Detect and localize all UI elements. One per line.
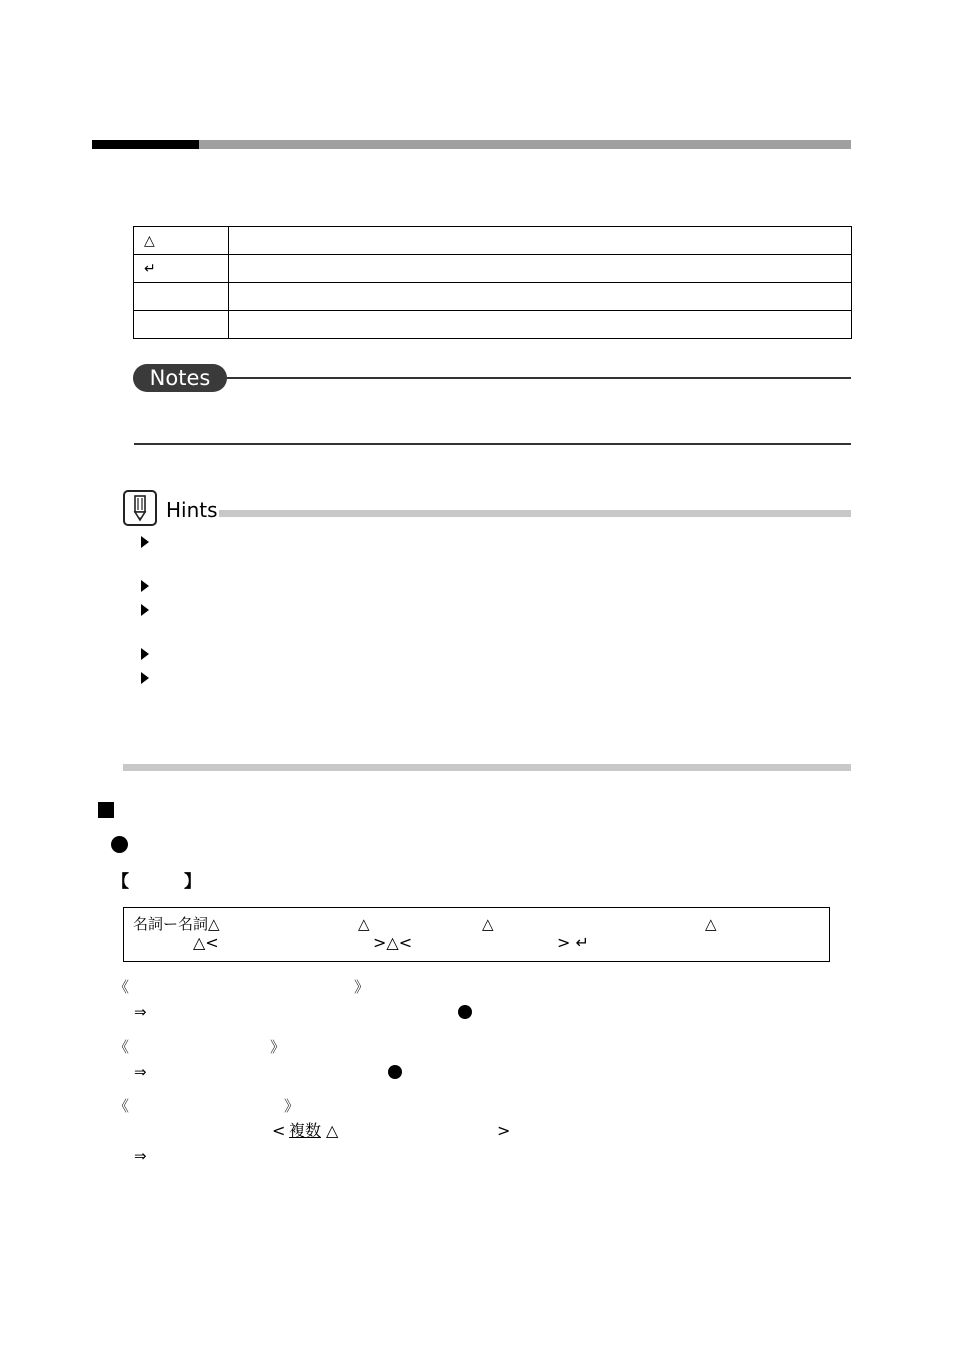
example-close-bracket: 】	[184, 872, 201, 892]
table-row	[134, 283, 852, 311]
example-open-bracket: 【	[112, 872, 129, 892]
example-line1-triangle: △	[482, 915, 494, 933]
inline-word: 複数	[289, 1121, 322, 1140]
notes-rule	[227, 377, 851, 379]
hint-bullet-icon	[141, 536, 149, 548]
example-box	[123, 907, 830, 962]
description-cell	[229, 283, 852, 311]
case-open-bracket: 《	[114, 1038, 130, 1056]
description-cell	[229, 311, 852, 339]
example-line1-triangle: △	[705, 915, 717, 933]
description-cell	[229, 227, 852, 255]
case-close-bracket: 》	[284, 1097, 300, 1115]
result-arrow: ⇒	[134, 1063, 147, 1081]
example-line2-part: > ↵	[557, 933, 589, 952]
hint-bullet-icon	[141, 580, 149, 592]
inline-open-angle: <	[272, 1121, 286, 1140]
header-bar-black	[92, 140, 199, 149]
hints-bottom-rule	[123, 764, 851, 771]
inline-close-angle: >	[497, 1121, 511, 1140]
pencil-icon	[123, 490, 157, 526]
symbol-cell	[134, 283, 229, 311]
case-open-bracket: 《	[114, 1097, 130, 1115]
inline-triangle: △	[326, 1121, 339, 1140]
hint-bullet-icon	[141, 604, 149, 616]
notes-bottom-rule	[134, 443, 851, 445]
table-row	[134, 255, 852, 283]
case-close-bracket: 》	[270, 1038, 286, 1056]
symbol-cell: △	[134, 227, 229, 255]
hint-bullet-icon	[141, 648, 149, 660]
hints-label: Hints	[166, 498, 218, 522]
symbol-table	[133, 226, 852, 339]
result-arrow: ⇒	[134, 1147, 147, 1165]
symbol-cell	[134, 311, 229, 339]
example-line2-part: △<	[193, 933, 219, 952]
case-close-bracket: 》	[354, 978, 370, 996]
circle-marker-icon	[458, 1005, 472, 1019]
table-row	[134, 311, 852, 339]
header-bar-gray	[199, 140, 851, 149]
hint-bullet-icon	[141, 672, 149, 684]
example-line1-triangle: △	[358, 915, 370, 933]
result-arrow: ⇒	[134, 1003, 147, 1021]
square-marker-icon	[98, 802, 114, 818]
circle-marker-icon	[388, 1065, 402, 1079]
symbol-cell: ↵	[134, 255, 229, 283]
example-line2-part: >△<	[373, 933, 413, 952]
circle-marker-icon	[111, 836, 128, 853]
hints-rule	[219, 510, 851, 517]
case-open-bracket: 《	[114, 978, 130, 996]
table-row	[134, 227, 852, 255]
example-line1-start: 名詞ー名詞△	[133, 915, 220, 933]
notes-badge: Notes	[133, 364, 227, 392]
description-cell	[229, 255, 852, 283]
